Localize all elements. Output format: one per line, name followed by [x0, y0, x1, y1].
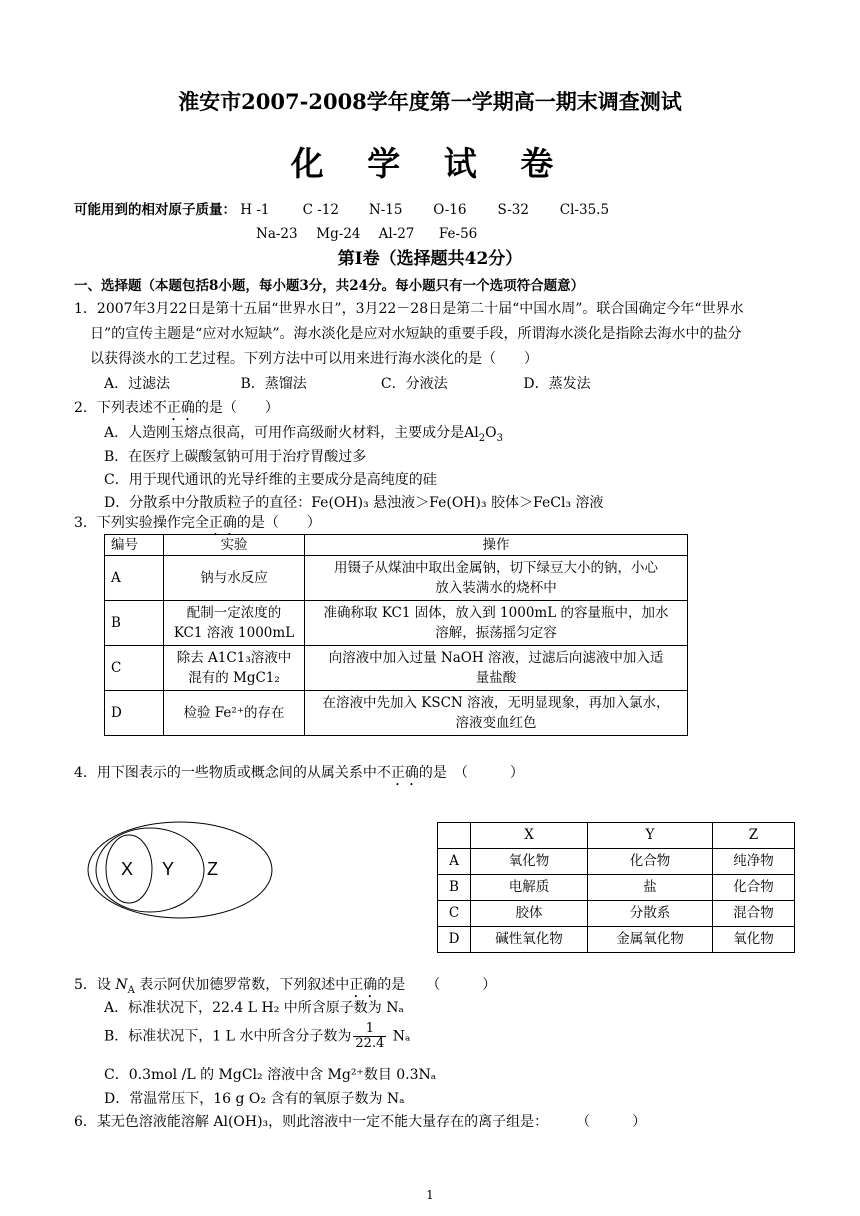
table-cell: D — [105, 691, 164, 736]
atomic-mass-line-1 — [74, 198, 609, 218]
table-row — [105, 646, 688, 691]
table-row — [438, 875, 795, 901]
atomic-mass-label: 可能用到的相对原子质量： — [74, 202, 236, 218]
q1-line-2: 日”的宣传主题是“应对水短缺”。海水淡化是应对水短缺的重要手段，所谓海水淡化是指除去海水中的盐分 — [90, 326, 742, 342]
q6-stem: 6．某无色溶液能溶解 Al(OH)₃，则此溶液中一定不能大量存在的离子组是： （ ） — [74, 1114, 647, 1130]
nested-set-diagram — [84, 818, 276, 922]
q1-option-a: A．过滤法 — [104, 376, 171, 392]
q4-stem-pre: 4．用下图表示的一些物质或概念间的从属关系中不 — [74, 765, 391, 781]
cell-line: 用镊子从煤油中取出金属钠，切下绿豆大小的钠，小心 — [334, 560, 658, 576]
cell-line: 溶解，振荡摇匀定容 — [435, 625, 557, 641]
table-header-cell: X — [471, 823, 588, 849]
table-header-cell: 实验 — [164, 535, 305, 556]
cell-line: 配制一定浓度的 — [186, 605, 282, 621]
atomic-mass-item: Cl-35.5 — [559, 202, 610, 218]
q5-option-d: D．常温常压下，16 g O₂ 含有的氧原子数为 Nₐ — [104, 1091, 405, 1107]
q1-line-1: 1．2007年3月22日是第十五届“世界水日”，3月22－28日是第二十届“中国水周”。联合国确定今年“世界水 — [74, 301, 744, 317]
table-cell — [305, 556, 688, 601]
fraction-numerator: 1 — [353, 1022, 386, 1037]
q2-option-a-text: O — [485, 425, 497, 441]
q5-option-c: C．0.3mol /L 的 MgCl₂ 溶液中含 Mg²⁺数目 0.3Nₐ — [104, 1067, 437, 1083]
cell-line: KC1 溶液 1000mL — [173, 625, 295, 641]
exam-subject-title: 化 学 试 卷 — [290, 144, 570, 183]
table-cell: C — [105, 646, 164, 691]
table-header-row — [105, 535, 688, 556]
q1-option-c: C．分液法 — [380, 376, 448, 392]
table-cell: 氧化物 — [713, 927, 795, 953]
q2-stem-emphasis: 正确 — [166, 400, 195, 416]
q1-option-d: D．蒸发法 — [523, 376, 591, 392]
set-y-label: Y — [162, 859, 175, 879]
table-cell: 化合物 — [588, 849, 713, 875]
table-row — [438, 901, 795, 927]
q1-options — [104, 373, 591, 393]
page-number: 1 — [426, 1188, 434, 1202]
q2-stem — [74, 397, 279, 424]
atomic-mass-item: O-16 — [433, 202, 467, 218]
table-cell — [305, 646, 688, 691]
table-cell: 盐 — [588, 875, 713, 901]
table-cell: 纯净物 — [713, 849, 795, 875]
atomic-mass-item: Na-23 — [256, 226, 298, 242]
table-cell: 钠与水反应 — [164, 556, 305, 601]
table-cell: C — [438, 901, 471, 927]
q2-option-c: C．用于现代通讯的光导纤维的主要成分是高纯度的硅 — [104, 472, 437, 488]
q5-stem-symbol: N — [115, 977, 128, 993]
table-header-cell — [438, 823, 471, 849]
q3-stem-pre: 3．下列实验操作完全 — [74, 515, 209, 531]
q3-table — [104, 534, 688, 736]
table-cell — [305, 601, 688, 646]
table-header-cell: 编号 — [105, 535, 164, 556]
table-cell: 胶体 — [471, 901, 588, 927]
table-cell: 化合物 — [713, 875, 795, 901]
table-cell: 电解质 — [471, 875, 588, 901]
subscript: 2 — [478, 432, 486, 444]
q2-option-b: B．在医疗上碳酸氢钠可用于治疗胃酸过多 — [104, 449, 367, 465]
q5-option-a: A．标准状况下，22.4 L H₂ 中所含原子数为 Nₐ — [104, 1000, 404, 1016]
table-header-cell: 操作 — [305, 535, 688, 556]
part-one-heading: 第Ⅰ卷（选择题共42分） — [337, 249, 523, 269]
table-cell: 检验 Fe²⁺的存在 — [164, 691, 305, 736]
table-cell — [164, 601, 305, 646]
atomic-mass-item: Al-27 — [378, 226, 415, 242]
q5-option-b — [104, 1022, 410, 1051]
table-cell: B — [438, 875, 471, 901]
q5-option-b-text: B．标准状况下，1 L 水中所含分子数为 — [104, 1028, 352, 1045]
cell-line: 量盐酸 — [475, 670, 517, 686]
cell-line: 放入装满水的烧杯中 — [435, 580, 557, 596]
atomic-mass-line-2 — [256, 226, 477, 242]
q4-stem — [74, 762, 524, 789]
atomic-mass-item: Mg-24 — [316, 226, 361, 242]
table-cell: 分散系 — [588, 901, 713, 927]
table-cell: 金属氧化物 — [588, 927, 713, 953]
table-row — [105, 556, 688, 601]
table-cell: A — [438, 849, 471, 875]
q3-stem-emphasis: 正确 — [208, 515, 237, 531]
fraction-denominator: 22.4 — [355, 1036, 385, 1051]
table-cell: D — [438, 927, 471, 953]
q5-option-b-text: Nₐ — [388, 1028, 411, 1045]
subscript: A — [127, 984, 135, 996]
q1-line-3: 以获得淡水的工艺过程。下列方法中可以用来进行海水淡化的是（ ） — [90, 351, 538, 367]
table-row — [438, 927, 795, 953]
section-one-heading: 一、选择题（本题包括8小题，每小题3分，共24分。每小题只有一个选项符合题意） — [74, 278, 585, 294]
table-cell: A — [105, 556, 164, 601]
q4-stem-emphasis: 正确 — [390, 765, 419, 781]
q5-stem-emphasis: 正确 — [349, 977, 378, 993]
cell-line: 除去 A1C1₃溶液中 — [176, 650, 292, 666]
set-z-label: Z — [207, 859, 218, 879]
table-cell: 碱性氧化物 — [471, 927, 588, 953]
atomic-mass-item: N-15 — [368, 202, 403, 218]
table-cell: 混合物 — [713, 901, 795, 927]
table-row — [105, 601, 688, 646]
cell-line: 准确称取 KC1 固体，放入到 1000mL 的容量瓶中，加水 — [323, 605, 669, 621]
q2-stem-post: 的是（ ） — [194, 400, 279, 416]
set-z-ellipse — [88, 822, 272, 918]
q4-table — [437, 822, 795, 953]
q5-stem-post: 的是 （ ） — [377, 977, 497, 993]
q5-stem-pre: 5．设 — [74, 977, 116, 993]
set-x-label: X — [121, 859, 134, 879]
table-cell — [164, 646, 305, 691]
q4-stem-post: 的是 （ ） — [418, 765, 524, 781]
fraction — [353, 1022, 386, 1051]
table-header-cell: Y — [588, 823, 713, 849]
q2-stem-pre: 2．下列表述不 — [74, 400, 167, 416]
q1-option-b: B．蒸馏法 — [240, 376, 307, 392]
table-cell — [305, 691, 688, 736]
table-header-row — [438, 823, 795, 849]
atomic-mass-item: Fe-56 — [438, 226, 478, 242]
table-row — [105, 691, 688, 736]
set-y-ellipse — [96, 828, 204, 912]
table-cell: 氧化物 — [471, 849, 588, 875]
atomic-mass-item: H -1 — [240, 202, 270, 218]
exam-title: 淮安市2007-2008学年度第一学期高一期末调查测试 — [178, 89, 682, 114]
table-row — [438, 849, 795, 875]
subscript: 3 — [496, 432, 503, 444]
table-cell: B — [105, 601, 164, 646]
cell-line: 在溶液中先加入 KSCN 溶液，无明显现象，再加入氯水， — [322, 695, 670, 711]
q2-option-d: D．分散系中分散质粒子的直径：Fe(OH)₃ 悬浊液＞Fe(OH)₃ 胶体＞FeCl₃ 溶液 — [104, 495, 604, 511]
atomic-mass-item: C -12 — [302, 202, 339, 218]
cell-line: 混有的 MgC1₂ — [188, 670, 280, 686]
cell-line: 向溶液中加入过量 NaOH 溶液，过滤后向滤液中加入适 — [328, 650, 664, 666]
cell-line: 溶液变血红色 — [455, 715, 537, 731]
q5-stem-mid: 表示阿伏加德罗常数，下列叙述中 — [134, 977, 350, 993]
q2-option-a-text: A．人造刚玉熔点很高，可用作高级耐火材料，主要成分是Al — [104, 425, 479, 441]
q3-stem-post: 的是（ ） — [236, 515, 321, 531]
table-header-cell: Z — [713, 823, 795, 849]
atomic-mass-item: S-32 — [497, 202, 529, 218]
q2-option-a — [104, 422, 503, 444]
